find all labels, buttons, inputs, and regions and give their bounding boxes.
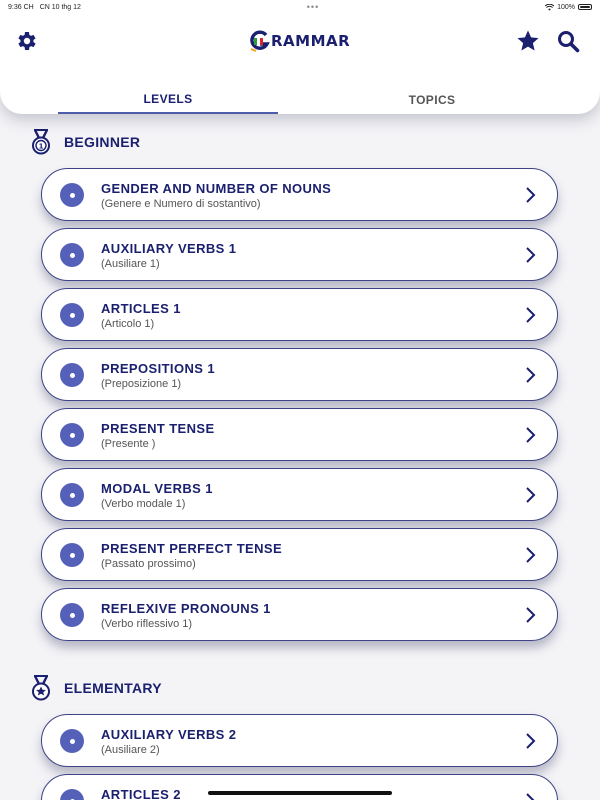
lesson-subtitle: (Ausiliare 2) [101, 744, 160, 756]
favorites-button[interactable] [515, 28, 541, 54]
tab-topics[interactable]: TOPICS [408, 93, 456, 107]
logo-text: RAMMAR [271, 32, 351, 50]
level-topic-tabs [0, 86, 600, 114]
lesson-title: PREPOSITIONS 1 [101, 361, 215, 376]
bullet-icon [60, 603, 84, 627]
lesson-title: AUXILIARY VERBS 2 [101, 727, 237, 742]
lesson-card[interactable] [41, 288, 558, 341]
chevron-right-icon [521, 792, 539, 800]
lesson-title: PRESENT PERFECT TENSE [101, 541, 283, 556]
section-header-beginner [30, 129, 140, 155]
lesson-card[interactable] [41, 228, 558, 281]
medal-icon [30, 675, 52, 701]
lesson-title: GENDER AND NUMBER OF NOUNS [101, 181, 332, 196]
settings-button[interactable] [13, 28, 39, 54]
chevron-right-icon [521, 246, 539, 264]
lesson-title: REFLEXIVE PRONOUNS 1 [101, 601, 271, 616]
lesson-card[interactable] [41, 528, 558, 581]
multitasking-dots-icon[interactable]: ••• [306, 2, 320, 12]
battery-percent: 100% [557, 3, 575, 11]
lesson-title: MODAL VERBS 1 [101, 481, 213, 496]
chevron-right-icon [521, 486, 539, 504]
logo-g-mark-icon [248, 29, 270, 53]
lesson-card[interactable] [41, 588, 558, 641]
search-icon [556, 29, 580, 53]
section-title: BEGINNER [64, 134, 141, 150]
lesson-subtitle: (Ausiliare 1) [101, 258, 160, 270]
bullet-icon [60, 363, 84, 387]
chevron-right-icon [521, 306, 539, 324]
section-title: ELEMENTARY [64, 680, 162, 696]
chevron-right-icon [521, 366, 539, 384]
lesson-card[interactable] [41, 408, 558, 461]
bullet-icon [60, 303, 84, 327]
lesson-title: PRESENT TENSE [101, 421, 215, 436]
status-time: 9:36 CH [8, 3, 34, 11]
tab-levels[interactable]: LEVELS [58, 86, 278, 114]
bullet-icon [60, 183, 84, 207]
status-date: CN 10 thg 12 [39, 3, 81, 11]
lesson-subtitle: (Presente ) [101, 438, 156, 450]
medal-icon [30, 129, 52, 155]
lesson-card[interactable] [41, 468, 558, 521]
lesson-subtitle: (Passato prossimo) [101, 558, 196, 570]
lesson-card[interactable] [41, 714, 558, 767]
lesson-title: ARTICLES 2 [101, 787, 181, 800]
lesson-subtitle: (Verbo modale 1) [101, 498, 186, 510]
lesson-card[interactable] [41, 348, 558, 401]
home-indicator[interactable] [208, 791, 392, 795]
chevron-right-icon [521, 186, 539, 204]
gear-icon [14, 29, 38, 53]
wifi-icon [545, 4, 554, 11]
lesson-title: ARTICLES 1 [101, 301, 181, 316]
bullet-icon [60, 729, 84, 753]
chevron-right-icon [521, 606, 539, 624]
section-header-elementary [30, 675, 162, 701]
lesson-subtitle: (Verbo riflessivo 1) [101, 618, 193, 630]
bullet-icon [60, 423, 84, 447]
chevron-right-icon [521, 546, 539, 564]
lesson-card[interactable] [41, 774, 558, 800]
svg-text:1: 1 [38, 142, 44, 151]
bullet-icon [60, 483, 84, 507]
lesson-subtitle: (Genere e Numero di sostantivo) [101, 198, 261, 210]
lesson-card[interactable] [41, 168, 558, 221]
status-bar [0, 0, 600, 14]
chevron-right-icon [521, 732, 539, 750]
star-icon [516, 29, 540, 53]
search-button[interactable] [555, 28, 581, 54]
lesson-subtitle: (Preposizione 1) [101, 378, 182, 390]
bullet-icon [60, 543, 84, 567]
chevron-right-icon [521, 426, 539, 444]
lesson-subtitle: (Articolo 1) [101, 318, 155, 330]
app-header [0, 14, 600, 114]
battery-icon [578, 4, 592, 10]
battery-level [580, 6, 590, 8]
app-logo [248, 28, 350, 54]
lesson-title: AUXILIARY VERBS 1 [101, 241, 237, 256]
bullet-icon [60, 789, 84, 800]
bullet-icon [60, 243, 84, 267]
